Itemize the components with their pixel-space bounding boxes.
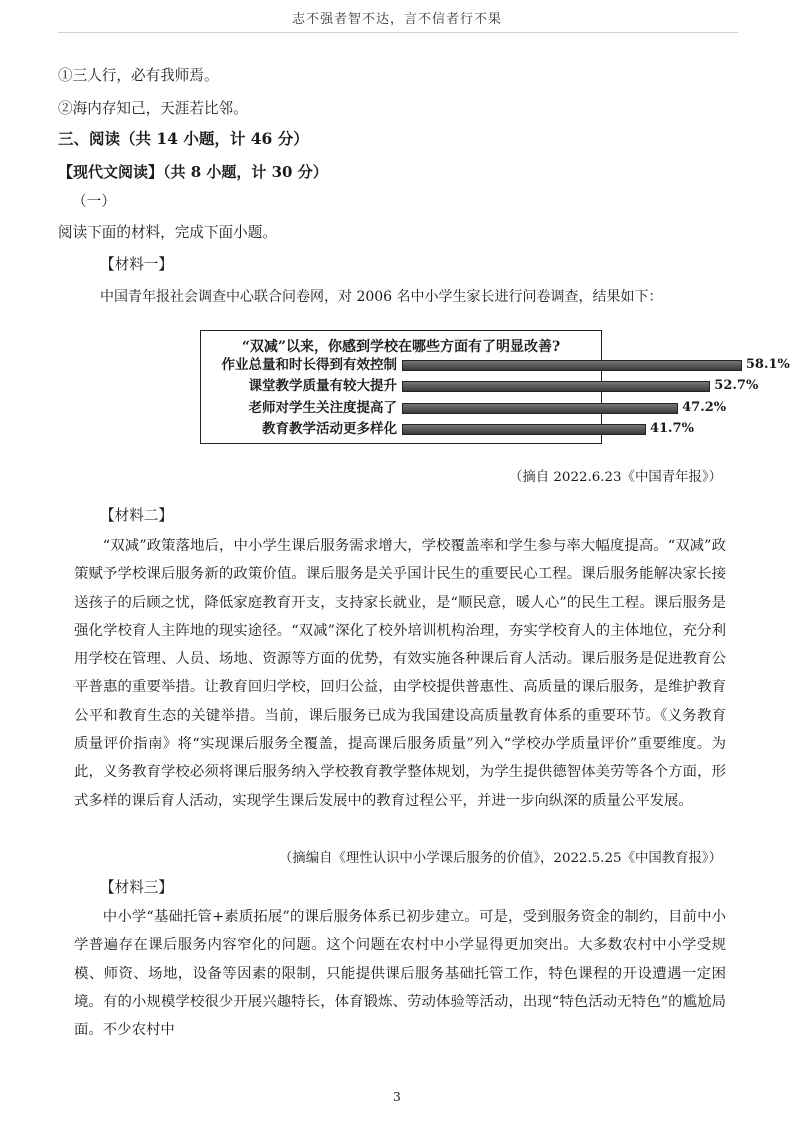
- survey-bar-chart: [200, 330, 790, 444]
- part-label: （一）: [72, 193, 116, 210]
- chart-row: [201, 419, 694, 439]
- quote-1: ①三人行，必有我师焉。: [58, 67, 219, 84]
- material2-text: “双减”政策落地后，中小学生课后服务需求增大，学校覆盖率和学生参与率大幅度提高。“双减”政策赋予学校课后服务新的政策价值。课后服务是关乎国计民生的重要民心工程。课后服务能解决家长接送孩子的后顾之忧，降低家庭教育开支，支持家长就业，是“顺民意，暖人心”的民生工程。课后服务是强化学校育人主阵地的现实途径。“双减”深化了校外培训机构治理，夯实学校育人的主体地位，充分利用学校在管理、人员、场地、资源等方面的优势，有效实施各种课后育人活动。课后服务是促进教育公平普惠的重要举措。让教育回归学校，回归公益，由学校提供普惠性、高质量的课后服务，是维护教育公平和教育生态的关键举措。当前，课后服务已成为我国建设高质量教育体系的重要环节。《义务教育质量评价指南》将“实现课后服务全覆盖，提高课后服务质量”列入“学校办学质量评价”重要维度。为此，义务教育学校必须将课后服务纳入学校教育教学整体规划，为学生提供德智体美劳等各个方面，形式多样的课后育人活动，实现学生课后发展中的教育过程公平，并进一步向纵深的质量公平发展。: [74, 538, 726, 809]
- quote-2: ②海内存知己，天涯若比邻。: [58, 100, 248, 117]
- page-number: 3: [393, 1090, 401, 1104]
- chart-bar: [402, 424, 646, 435]
- instruction: 阅读下面的材料，完成下面小题。: [58, 224, 277, 241]
- material2-heading: 【材料二】: [100, 507, 173, 524]
- chart-value-label: 52.7%: [714, 378, 759, 393]
- chart-value-label: 58.1%: [745, 357, 790, 372]
- material1-intro: 中国青年报社会调查中心联合问卷网，对 2006 名中小学生家长进行问卷调查，结果如下：: [100, 289, 663, 305]
- chart-value-label: 41.7%: [649, 421, 694, 436]
- material1-heading: 【材料一】: [100, 256, 173, 273]
- material3-text: 中小学“基础托管+素质拓展”的课后服务体系已初步建立。可是，受到服务资金的制约，目前中小学普遍存在课后服务内容窄化的问题。这个问题在农村中小学显得更加突出。大多数农村中小学受规模、师资、场地，设备等因素的限制，只能提供课后服务基础托管工作，特色课程的开设遭遇一定困境。有的小规模学校很少开展兴趣特长，体育锻炼、劳动体验等活动，出现“特色活动无特色”的尴尬局面。不少农村中: [74, 909, 726, 1039]
- chart-category-label: 作业总量和时长得到有效控制: [221, 357, 397, 373]
- chart-row: [201, 398, 727, 418]
- header-motto: 志不强者智不达，言不信者行不果: [291, 12, 502, 27]
- section-title: 三、阅读（共 14 小题，计 46 分）: [58, 129, 309, 148]
- chart-category-label: 教育教学活动更多样化: [262, 421, 397, 437]
- header-divider: [58, 32, 738, 33]
- chart-row: [201, 355, 790, 375]
- chart-bar: [402, 381, 710, 392]
- chart-row: [201, 376, 759, 396]
- material1-source: （摘自 2022.6.23《中国青年报》）: [508, 470, 722, 485]
- chart-title: “双减”以来，你感到学校在哪些方面有了明显改善?: [241, 339, 561, 355]
- material3-heading: 【材料三】: [100, 879, 173, 896]
- chart-category-label: 课堂教学质量有较大提升: [248, 378, 397, 394]
- modern-reading-heading: 【现代文阅读】（共 8 小题，计 30 分）: [58, 163, 328, 181]
- chart-bar: [402, 360, 742, 371]
- chart-bar: [402, 403, 678, 414]
- material2-source: （摘编自《理性认识中小学课后服务的价值》，2022.5.25《中国教育报》）: [278, 851, 722, 866]
- chart-value-label: 47.2%: [682, 400, 727, 415]
- chart-category-label: 老师对学生关注度提高了: [248, 400, 397, 416]
